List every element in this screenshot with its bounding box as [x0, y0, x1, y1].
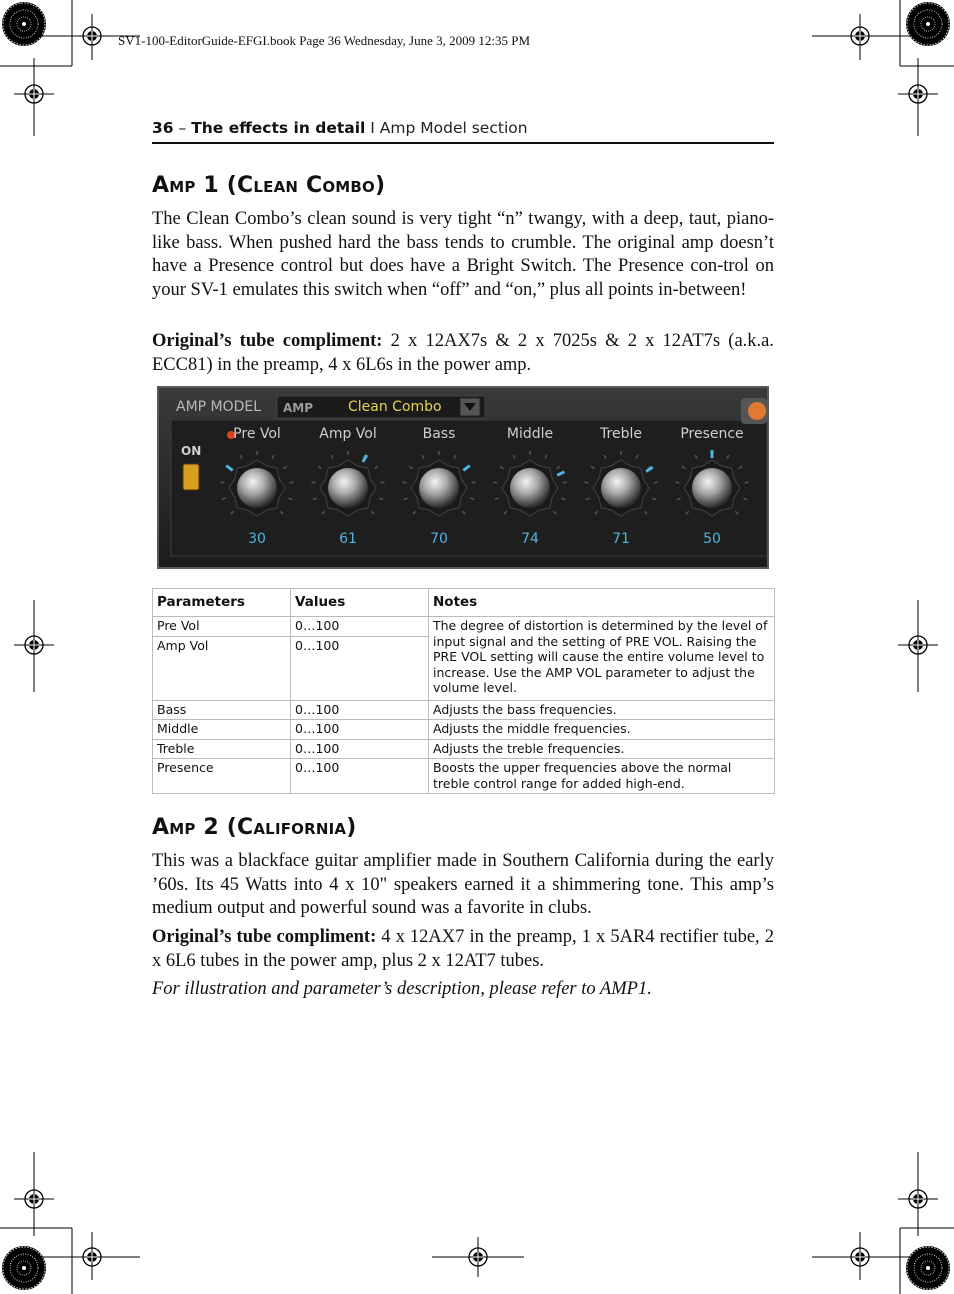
knob-label: Middle	[506, 426, 554, 442]
header-values: Values	[291, 589, 429, 617]
table-row	[153, 617, 775, 637]
note-cell: Adjusts the middle frequencies.	[429, 720, 775, 740]
knob-value: 50	[703, 531, 721, 547]
panel-tag: AMP	[283, 401, 314, 415]
table-row	[153, 759, 775, 794]
model-select[interactable]: Clean Combo	[348, 399, 442, 415]
starburst-mark-top-right	[906, 2, 950, 46]
note-cell-distortion: The degree of distortion is determined by the level of input signal and the setting of PRE VOL. Raising the PRE VOL setting will cause the entire volume level to increase. Use the AMP VOL parameter to adjust the volume level.	[429, 617, 775, 701]
knob-value: 74	[521, 531, 539, 547]
running-head	[152, 119, 528, 137]
amp1-heading: Amp 1 (Clean Combo)	[152, 173, 386, 198]
header-rule	[152, 142, 774, 144]
table-row	[153, 739, 775, 759]
knob-value: 30	[248, 531, 266, 547]
amp1-tube-value: 2 x 12AX7s & 2 x 7025s & 2 x 12AT7s (a.k.a. ECC81) in the preamp, 4 x 6L6s in the power amp.	[152, 331, 775, 375]
amp1-description: The Clean Combo’s clean sound is very tight “n” twangy, with a deep, taut, piano-like bass. When pushed hard the bass tends to crumble. The original amp doesn’t have a Presence control but does have a Bright Switch. The Presence con-trol on your SV-1 emulates this switch when “off” and “on,” plus all points in-between!	[152, 209, 774, 300]
knob-value: 61	[339, 531, 357, 547]
header-notes: Notes	[429, 589, 775, 617]
note-cell: Adjusts the treble frequencies.	[429, 739, 775, 759]
knob-value: 70	[430, 531, 448, 547]
value-cell: 0…100	[291, 759, 429, 794]
header-parameters: Parameters	[153, 589, 291, 617]
value-cell: 0…100	[291, 739, 429, 759]
panel-title: AMP MODEL	[176, 399, 262, 415]
starburst-mark-bottom-right	[906, 1246, 950, 1290]
on-label: ON	[181, 444, 202, 458]
param-cell: Bass	[153, 700, 291, 720]
starburst-mark-top-left	[2, 2, 46, 46]
param-cell: Pre Vol	[153, 617, 291, 637]
amp1-tube-label: Original’s tube compliment:	[152, 331, 383, 351]
book-file-line: SV1-100-EditorGuide-EFGI.book Page 36 Wednesday, June 3, 2009 12:35 PM	[118, 33, 531, 48]
param-cell: Presence	[153, 759, 291, 794]
amp2-tube-value: 4 x 12AX7 in the preamp, 1 x 5AR4 rectifier tube, 2 x 6L6 tubes in the power amp, plus 2 x 12AT7 tubes.	[152, 927, 774, 971]
table-row	[153, 720, 775, 740]
parameters-table	[152, 588, 775, 794]
table-header-row	[153, 589, 775, 617]
param-cell: Amp Vol	[153, 636, 291, 700]
amp-model-panel-labels	[157, 386, 769, 569]
running-head-separator: –	[173, 119, 192, 137]
note-cell: Boosts the upper frequencies above the normal treble control range for added high-end.	[429, 759, 775, 794]
section-title: The effects in detail	[191, 119, 366, 137]
value-cell: 0…100	[291, 636, 429, 700]
value-cell: 0…100	[291, 700, 429, 720]
note-cell: Adjusts the bass frequencies.	[429, 700, 775, 720]
subsection-title: Amp Model section	[379, 119, 528, 137]
amp2-description: This was a blackface guitar amplifier made in Southern California during the early ’60s. Its 45 Watts into 4 x 10" speakers earned it a shimmering tone. This amp’s medium output and powerful sound was a favorite in clubs.	[152, 851, 774, 918]
param-cell: Treble	[153, 739, 291, 759]
starburst-mark-bottom-left	[2, 1246, 46, 1290]
amp2-reference-note: For illustration and parameter’s description, please refer to AMP1.	[152, 979, 652, 999]
amp2-tube-text	[152, 926, 774, 973]
param-cell: Middle	[153, 720, 291, 740]
knob-label: Presence	[680, 426, 744, 442]
value-cell: 0…100	[291, 720, 429, 740]
knob-label: Treble	[600, 426, 642, 442]
amp1-tube-text	[152, 330, 774, 377]
knob-label: Bass	[422, 426, 456, 442]
knob-label: Amp Vol	[319, 426, 377, 442]
amp2-heading: Amp 2 (California)	[152, 815, 357, 840]
amp2-tube-label: Original’s tube compliment:	[152, 927, 377, 947]
knob-value: 71	[612, 531, 630, 547]
table-row	[153, 700, 775, 720]
page-number: 36	[152, 119, 174, 137]
value-cell: 0…100	[291, 617, 429, 637]
knob-label: Pre Vol	[233, 426, 281, 442]
running-head-divider: I	[365, 119, 380, 137]
